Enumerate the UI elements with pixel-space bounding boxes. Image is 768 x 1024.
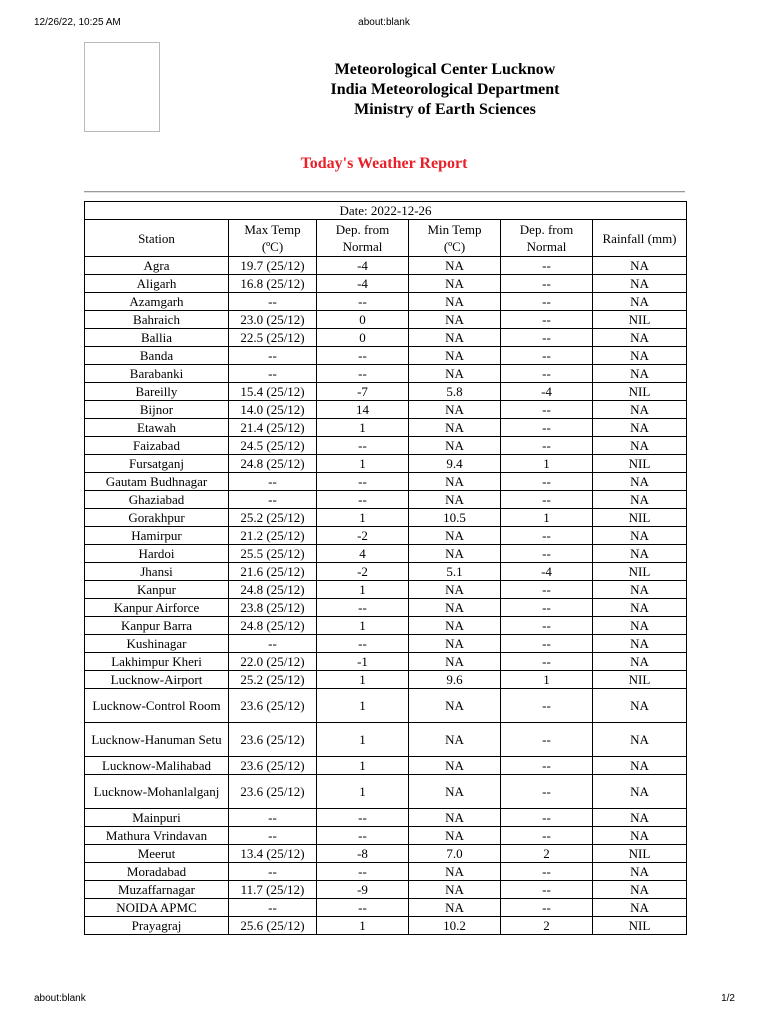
- min-temp-cell: NA: [409, 329, 501, 347]
- report-date: Date: 2022-12-26: [85, 202, 687, 220]
- min-temp-cell: NA: [409, 863, 501, 881]
- min-dep-cell: --: [501, 365, 593, 383]
- station-name-cell: Hamirpur: [85, 527, 229, 545]
- rainfall-cell: NA: [593, 581, 687, 599]
- min-temp-cell: NA: [409, 775, 501, 809]
- station-name-cell: Kanpur Barra: [85, 617, 229, 635]
- max-temp-cell: 23.6 (25/12): [229, 723, 317, 757]
- table-row: [85, 257, 687, 275]
- min-temp-cell: 10.2: [409, 917, 501, 935]
- min-temp-cell: NA: [409, 401, 501, 419]
- max-temp-cell: 15.4 (25/12): [229, 383, 317, 401]
- min-temp-cell: 9.6: [409, 671, 501, 689]
- max-temp-cell: 23.6 (25/12): [229, 775, 317, 809]
- print-url: about:blank: [358, 17, 410, 28]
- max-dep-cell: -8: [317, 845, 409, 863]
- max-dep-cell: -2: [317, 527, 409, 545]
- max-dep-cell: -4: [317, 275, 409, 293]
- min-dep-cell: -4: [501, 563, 593, 581]
- rainfall-cell: NA: [593, 599, 687, 617]
- rainfall-cell: NA: [593, 635, 687, 653]
- min-dep-cell: --: [501, 617, 593, 635]
- max-temp-cell: 19.7 (25/12): [229, 257, 317, 275]
- max-temp-cell: 21.2 (25/12): [229, 527, 317, 545]
- rainfall-cell: NA: [593, 347, 687, 365]
- max-temp-cell: 21.4 (25/12): [229, 419, 317, 437]
- max-temp-cell: --: [229, 635, 317, 653]
- max-dep-cell: 4: [317, 545, 409, 563]
- table-row: [85, 899, 687, 917]
- max-dep-cell: 1: [317, 917, 409, 935]
- rainfall-cell: NA: [593, 527, 687, 545]
- station-name-cell: NOIDA APMC: [85, 899, 229, 917]
- rainfall-cell: NA: [593, 723, 687, 757]
- min-temp-cell: NA: [409, 311, 501, 329]
- rainfall-cell: NA: [593, 365, 687, 383]
- min-dep-cell: --: [501, 581, 593, 599]
- rainfall-cell: NA: [593, 899, 687, 917]
- rainfall-cell: NA: [593, 545, 687, 563]
- max-temp-cell: 23.6 (25/12): [229, 689, 317, 723]
- header-station: Station: [85, 220, 229, 257]
- station-name-cell: Muzaffarnagar: [85, 881, 229, 899]
- min-dep-cell: --: [501, 723, 593, 757]
- page-number: 1/2: [721, 993, 735, 1004]
- rainfall-cell: NA: [593, 437, 687, 455]
- max-temp-cell: --: [229, 473, 317, 491]
- table-row: [85, 581, 687, 599]
- min-dep-cell: --: [501, 689, 593, 723]
- min-dep-cell: --: [501, 527, 593, 545]
- min-dep-cell: --: [501, 809, 593, 827]
- max-temp-cell: 24.8 (25/12): [229, 617, 317, 635]
- table-row: [85, 275, 687, 293]
- min-dep-cell: --: [501, 473, 593, 491]
- rainfall-cell: NA: [593, 863, 687, 881]
- table-row: [85, 527, 687, 545]
- table-row: [85, 419, 687, 437]
- rainfall-cell: NA: [593, 827, 687, 845]
- org-line-2: India Meteorological Department: [330, 81, 560, 98]
- min-temp-cell: NA: [409, 293, 501, 311]
- max-dep-cell: 1: [317, 757, 409, 775]
- rainfall-cell: NA: [593, 491, 687, 509]
- min-dep-cell: --: [501, 775, 593, 809]
- table-row: [85, 509, 687, 527]
- station-name-cell: Gorakhpur: [85, 509, 229, 527]
- table-row: [85, 473, 687, 491]
- min-dep-cell: --: [501, 635, 593, 653]
- station-name-cell: Barabanki: [85, 365, 229, 383]
- station-name-cell: Meerut: [85, 845, 229, 863]
- station-name-cell: Kushinagar: [85, 635, 229, 653]
- rainfall-cell: NA: [593, 419, 687, 437]
- rainfall-cell: NIL: [593, 455, 687, 473]
- min-temp-cell: NA: [409, 491, 501, 509]
- max-dep-cell: 1: [317, 581, 409, 599]
- min-dep-cell: --: [501, 757, 593, 775]
- table-row: [85, 401, 687, 419]
- min-temp-cell: NA: [409, 635, 501, 653]
- station-name-cell: Lucknow-Control Room: [85, 689, 229, 723]
- min-dep-cell: --: [501, 899, 593, 917]
- max-temp-cell: 25.2 (25/12): [229, 671, 317, 689]
- min-dep-cell: -4: [501, 383, 593, 401]
- table-row: [85, 383, 687, 401]
- min-temp-cell: NA: [409, 881, 501, 899]
- station-name-cell: Bareilly: [85, 383, 229, 401]
- station-name-cell: Moradabad: [85, 863, 229, 881]
- table-row: [85, 617, 687, 635]
- max-dep-cell: --: [317, 809, 409, 827]
- station-name-cell: Hardoi: [85, 545, 229, 563]
- max-dep-cell: --: [317, 899, 409, 917]
- min-dep-cell: --: [501, 347, 593, 365]
- max-temp-cell: --: [229, 827, 317, 845]
- rainfall-cell: NA: [593, 401, 687, 419]
- station-name-cell: Gautam Budhnagar: [85, 473, 229, 491]
- table-row: [85, 881, 687, 899]
- max-temp-cell: 24.8 (25/12): [229, 455, 317, 473]
- min-dep-cell: --: [501, 419, 593, 437]
- logo-placeholder: [84, 42, 160, 132]
- org-line-3: Ministry of Earth Sciences: [354, 101, 536, 118]
- header-dep-max: Dep. from Normal: [317, 220, 409, 257]
- table-row: [85, 455, 687, 473]
- station-name-cell: Etawah: [85, 419, 229, 437]
- table-row: [85, 635, 687, 653]
- min-dep-cell: --: [501, 275, 593, 293]
- station-name-cell: Aligarh: [85, 275, 229, 293]
- max-dep-cell: --: [317, 863, 409, 881]
- rainfall-cell: NIL: [593, 383, 687, 401]
- max-temp-cell: --: [229, 491, 317, 509]
- table-row: [85, 723, 687, 757]
- table-row: [85, 671, 687, 689]
- org-line-1: Meteorological Center Lucknow: [334, 61, 556, 78]
- table-row: [85, 329, 687, 347]
- max-temp-cell: 13.4 (25/12): [229, 845, 317, 863]
- min-dep-cell: --: [501, 401, 593, 419]
- max-temp-cell: 11.7 (25/12): [229, 881, 317, 899]
- min-temp-cell: NA: [409, 899, 501, 917]
- table-row: [85, 827, 687, 845]
- min-dep-cell: --: [501, 653, 593, 671]
- min-temp-cell: NA: [409, 365, 501, 383]
- table-row: [85, 347, 687, 365]
- min-temp-cell: NA: [409, 257, 501, 275]
- station-name-cell: Kanpur: [85, 581, 229, 599]
- min-temp-cell: 10.5: [409, 509, 501, 527]
- max-dep-cell: 1: [317, 689, 409, 723]
- min-temp-cell: 7.0: [409, 845, 501, 863]
- max-temp-cell: 23.6 (25/12): [229, 757, 317, 775]
- min-temp-cell: NA: [409, 689, 501, 723]
- table-row: [85, 775, 687, 809]
- max-temp-cell: --: [229, 863, 317, 881]
- table-row: [85, 437, 687, 455]
- max-temp-cell: --: [229, 365, 317, 383]
- max-dep-cell: -7: [317, 383, 409, 401]
- table-row: [85, 491, 687, 509]
- org-heading: [240, 60, 650, 120]
- max-temp-cell: 22.0 (25/12): [229, 653, 317, 671]
- max-dep-cell: -9: [317, 881, 409, 899]
- rainfall-cell: NA: [593, 275, 687, 293]
- min-temp-cell: NA: [409, 809, 501, 827]
- min-temp-cell: NA: [409, 617, 501, 635]
- min-temp-cell: NA: [409, 827, 501, 845]
- table-row: [85, 845, 687, 863]
- rainfall-cell: NA: [593, 809, 687, 827]
- min-dep-cell: --: [501, 257, 593, 275]
- table-row: [85, 653, 687, 671]
- max-dep-cell: --: [317, 827, 409, 845]
- max-dep-cell: 1: [317, 509, 409, 527]
- min-temp-cell: NA: [409, 473, 501, 491]
- rainfall-cell: NA: [593, 293, 687, 311]
- max-temp-cell: 23.8 (25/12): [229, 599, 317, 617]
- weather-table-body: [85, 257, 687, 935]
- max-dep-cell: 1: [317, 419, 409, 437]
- max-temp-cell: 24.5 (25/12): [229, 437, 317, 455]
- min-temp-cell: 5.1: [409, 563, 501, 581]
- rainfall-cell: NA: [593, 689, 687, 723]
- station-name-cell: Bijnor: [85, 401, 229, 419]
- min-dep-cell: 1: [501, 671, 593, 689]
- rainfall-cell: NA: [593, 775, 687, 809]
- footer-url: about:blank: [34, 993, 86, 1004]
- rainfall-cell: NIL: [593, 917, 687, 935]
- header-max-temp-unit: (ºC): [261, 239, 284, 254]
- station-name-cell: Lucknow-Mohanlalganj: [85, 775, 229, 809]
- station-name-cell: Kanpur Airforce: [85, 599, 229, 617]
- max-temp-cell: 25.6 (25/12): [229, 917, 317, 935]
- min-temp-cell: 9.4: [409, 455, 501, 473]
- min-temp-cell: NA: [409, 527, 501, 545]
- min-dep-cell: --: [501, 491, 593, 509]
- station-name-cell: Ballia: [85, 329, 229, 347]
- station-name-cell: Jhansi: [85, 563, 229, 581]
- max-temp-cell: --: [229, 293, 317, 311]
- max-temp-cell: --: [229, 899, 317, 917]
- rainfall-cell: NA: [593, 881, 687, 899]
- max-temp-cell: 16.8 (25/12): [229, 275, 317, 293]
- max-dep-cell: 1: [317, 775, 409, 809]
- min-dep-cell: --: [501, 437, 593, 455]
- station-name-cell: Prayagraj: [85, 917, 229, 935]
- header-max-temp-label: Max Temp: [244, 222, 301, 237]
- min-temp-cell: NA: [409, 757, 501, 775]
- max-dep-cell: --: [317, 437, 409, 455]
- max-temp-cell: 25.2 (25/12): [229, 509, 317, 527]
- min-temp-cell: NA: [409, 347, 501, 365]
- min-dep-cell: --: [501, 881, 593, 899]
- min-temp-cell: NA: [409, 275, 501, 293]
- min-dep-cell: --: [501, 329, 593, 347]
- max-dep-cell: 1: [317, 671, 409, 689]
- header-dep-min: Dep. from Normal: [501, 220, 593, 257]
- max-dep-cell: --: [317, 347, 409, 365]
- report-title: Today's Weather Report: [300, 155, 468, 172]
- rainfall-cell: NA: [593, 329, 687, 347]
- min-temp-cell: NA: [409, 653, 501, 671]
- rainfall-cell: NIL: [593, 563, 687, 581]
- weather-table: [84, 201, 687, 935]
- station-name-cell: Mathura Vrindavan: [85, 827, 229, 845]
- rainfall-cell: NA: [593, 653, 687, 671]
- max-dep-cell: 1: [317, 723, 409, 757]
- min-dep-cell: --: [501, 311, 593, 329]
- header-min-temp-label: Min Temp: [427, 222, 482, 237]
- max-dep-cell: 1: [317, 617, 409, 635]
- station-name-cell: Agra: [85, 257, 229, 275]
- table-row: [85, 365, 687, 383]
- max-dep-cell: -1: [317, 653, 409, 671]
- max-dep-cell: --: [317, 473, 409, 491]
- station-name-cell: Lucknow-Airport: [85, 671, 229, 689]
- min-dep-cell: 1: [501, 509, 593, 527]
- max-temp-cell: --: [229, 809, 317, 827]
- min-dep-cell: --: [501, 545, 593, 563]
- table-row: [85, 545, 687, 563]
- rainfall-cell: NA: [593, 473, 687, 491]
- min-temp-cell: NA: [409, 599, 501, 617]
- max-dep-cell: --: [317, 635, 409, 653]
- max-temp-cell: 23.0 (25/12): [229, 311, 317, 329]
- station-name-cell: Mainpuri: [85, 809, 229, 827]
- max-temp-cell: 25.5 (25/12): [229, 545, 317, 563]
- max-dep-cell: --: [317, 491, 409, 509]
- min-temp-cell: NA: [409, 545, 501, 563]
- max-temp-cell: 21.6 (25/12): [229, 563, 317, 581]
- header-min-temp: [409, 220, 501, 257]
- min-dep-cell: --: [501, 827, 593, 845]
- table-row: [85, 311, 687, 329]
- table-row: [85, 563, 687, 581]
- rainfall-cell: NIL: [593, 311, 687, 329]
- min-temp-cell: 5.8: [409, 383, 501, 401]
- max-dep-cell: 0: [317, 329, 409, 347]
- max-dep-cell: -2: [317, 563, 409, 581]
- rainfall-cell: NA: [593, 757, 687, 775]
- station-name-cell: Faizabad: [85, 437, 229, 455]
- rainfall-cell: NIL: [593, 845, 687, 863]
- min-temp-cell: NA: [409, 723, 501, 757]
- table-row: [85, 599, 687, 617]
- table-row: [85, 293, 687, 311]
- station-name-cell: Lakhimpur Kheri: [85, 653, 229, 671]
- min-dep-cell: --: [501, 599, 593, 617]
- max-dep-cell: -4: [317, 257, 409, 275]
- divider: [84, 191, 685, 193]
- max-dep-cell: --: [317, 293, 409, 311]
- table-row: [85, 689, 687, 723]
- max-dep-cell: --: [317, 365, 409, 383]
- station-name-cell: Banda: [85, 347, 229, 365]
- table-row: [85, 809, 687, 827]
- station-name-cell: Azamgarh: [85, 293, 229, 311]
- rainfall-cell: NIL: [593, 509, 687, 527]
- header-max-temp: [229, 220, 317, 257]
- max-dep-cell: --: [317, 599, 409, 617]
- header-min-temp-unit: (ºC): [443, 239, 466, 254]
- station-name-cell: Bahraich: [85, 311, 229, 329]
- header-rainfall: Rainfall (mm): [593, 220, 687, 257]
- min-dep-cell: 2: [501, 845, 593, 863]
- min-temp-cell: NA: [409, 437, 501, 455]
- max-dep-cell: 0: [317, 311, 409, 329]
- max-temp-cell: 24.8 (25/12): [229, 581, 317, 599]
- max-dep-cell: 14: [317, 401, 409, 419]
- station-name-cell: Ghaziabad: [85, 491, 229, 509]
- table-row: [85, 917, 687, 935]
- max-temp-cell: --: [229, 347, 317, 365]
- rainfall-cell: NA: [593, 617, 687, 635]
- min-dep-cell: 2: [501, 917, 593, 935]
- min-dep-cell: --: [501, 863, 593, 881]
- max-dep-cell: 1: [317, 455, 409, 473]
- min-temp-cell: NA: [409, 419, 501, 437]
- station-name-cell: Lucknow-Malihabad: [85, 757, 229, 775]
- min-dep-cell: 1: [501, 455, 593, 473]
- max-temp-cell: 14.0 (25/12): [229, 401, 317, 419]
- min-dep-cell: --: [501, 293, 593, 311]
- station-name-cell: Lucknow-Hanuman Setu: [85, 723, 229, 757]
- rainfall-cell: NIL: [593, 671, 687, 689]
- min-temp-cell: NA: [409, 581, 501, 599]
- table-row: [85, 863, 687, 881]
- table-row: [85, 757, 687, 775]
- station-name-cell: Fursatganj: [85, 455, 229, 473]
- max-temp-cell: 22.5 (25/12): [229, 329, 317, 347]
- print-datetime: 12/26/22, 10:25 AM: [34, 17, 121, 28]
- rainfall-cell: NA: [593, 257, 687, 275]
